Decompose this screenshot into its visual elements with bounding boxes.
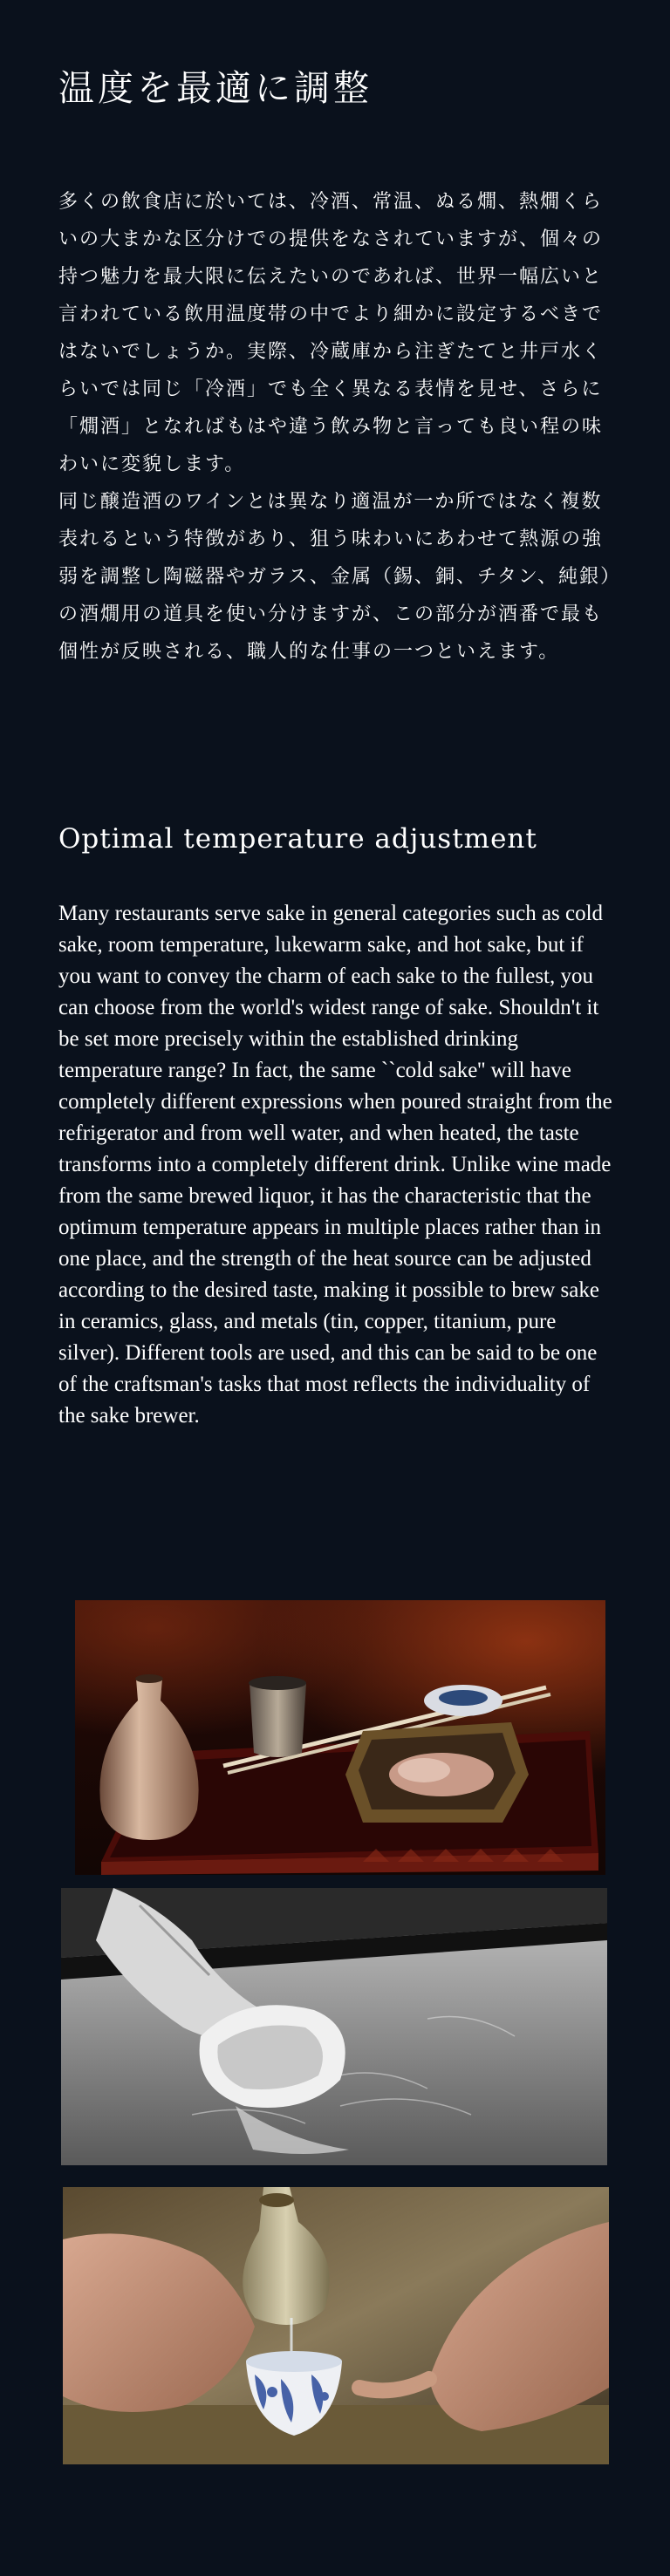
rinsing-cup-photo [61,1888,607,2165]
pouring-sake-photo [63,2187,609,2464]
japanese-paragraph-2: 同じ醸造酒のワインとは異なり適温が一か所ではなく複数表れるという特徴があり、狙う味わいにあわせて熱源の強弱を調整し陶磁器やガラス、金属（錫、銅、チタン、純銀）の酒燗用の道具を使い分けますが、この部分が酒番で最も個性が反映される、職人的な仕事の一つといえます。 [58,491,612,663]
english-title: Optimal temperature adjustment [58,823,537,855]
japanese-title: 温度を最適に調整 [58,67,373,109]
english-body: Many restaurants serve sake in general categories such as cold sake, room temperature, lukewarm sake, and hot sake, but if you want to convey the charm of each sake to the fullest, you can choose from the world's widest range of sake. Shouldn't it be set more precisely within the established drinking temperature range? In fact, the same ``cold sake'' will have completely different expressions when poured straight from the refrigerator and from well water, and when heated, the taste transforms into a completely different drink. Unlike wine made from the same brewed liquor, it has the characteristic that the optimum temperature appears in multiple places rather than in one place, and the strength of the heat source can be adjusted according to the desired taste, making it possible to brew sake in ceramics, glass, and metals (tin, copper, titanium, pure silver). Different tools are used, and this can be said to be one of the craftsman's tasks that most reflects the individuality of the sake brewer. [58,902,612,1428]
japanese-body [58,183,613,671]
sake-tray-photo [75,1600,605,1875]
japanese-paragraph-1: 多くの飲食店に於いては、冷酒、常温、ぬる燗、熱燗くらいの大まかな区分けでの提供をなされていますが、個々の持つ魅力を最大限に伝えたいのであれば、世界一幅広いと言われている飲用温度帯の中でより細かに設定するべきではないでしょうか。実際、冷蔵庫から注ぎたてと井戸水くらいでは同じ「冷酒」でも全く異なる表情を見せ、さらに「燗酒」となればもはや違う飲み物と言っても良い程の味わいに変貌します。 [58,191,604,475]
